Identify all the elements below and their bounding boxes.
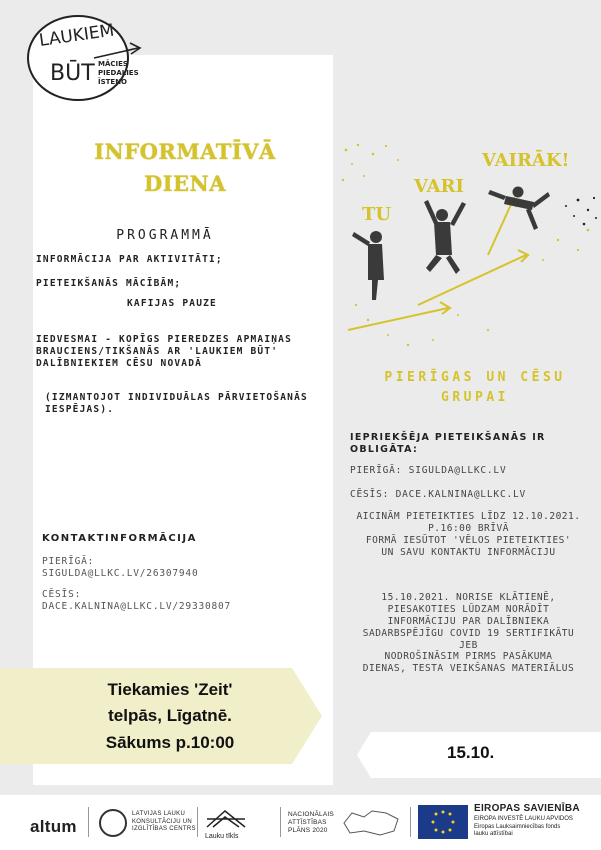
page-title [60, 136, 310, 199]
contact-cesis-value[interactable]: DACE.KALNINA@LLKC.LV/29330807 [42, 601, 232, 613]
llkc-line-1: LATVIJAS LAUKU [132, 811, 186, 817]
invite-line-2: P.16:00 BRĪVĀ [428, 522, 509, 534]
notice-line-6: NODROŠINĀSIM PIRMS PASĀKUMA [384, 651, 553, 663]
nap-line-1: NACIONĀLAIS [288, 811, 334, 818]
contact-pieriga-value[interactable]: SIGULDA@LLKC.LV/26307940 [42, 568, 199, 580]
logo-word-laukiem: LAUKIEM [37, 20, 116, 51]
program-transport-note: (IZMANTOJOT INDIVIDUĀLAS PĀRVIETOŠANĀS IESPĒJAS). [45, 392, 308, 415]
llkc-line-3: IZGLĪTĪBAS CENTRS [132, 826, 196, 832]
lauku-tikls-emblem-icon [205, 807, 247, 831]
program-heading: PROGRAMMĀ [116, 228, 214, 243]
illustration-word-vari: VARI [414, 176, 464, 197]
date-banner [357, 732, 601, 778]
venue-line-1: Tiekamies 'Zeit' [107, 680, 233, 699]
venue-line-2: telpās, Līgatnē. [108, 706, 232, 726]
nap-logo-text [288, 811, 334, 835]
eu-line-2: Eiropas Lauksaimniecības fonds [474, 823, 561, 830]
event-date: 15.10. [447, 743, 495, 762]
logo-word-but: BŪT [50, 61, 95, 86]
notice-line-7: DIENAS, TESTA VEIKŠANAS MATERIĀLUS [362, 663, 575, 675]
nap-line-3: PLĀNS 2020 [288, 827, 328, 835]
eu-title: EIROPAS SAVIENĪBA [474, 803, 580, 814]
target-group [350, 368, 600, 408]
program-item-coffee-break: KAFIJAS PAUZE [127, 298, 217, 309]
invite-line-4: UN SAVU KONTAKTU INFORMĀCIJU [381, 546, 556, 558]
registration-invite [336, 511, 601, 559]
eu-subtitle [474, 816, 573, 839]
contact-cesis [42, 589, 231, 614]
title-line-2: DIENA [143, 170, 227, 196]
registration-pieriga-email[interactable]: PIERĪGĀ: SIGULDA@LLKC.LV [350, 465, 507, 476]
llkc-emblem-icon [99, 809, 127, 837]
altum-logo: altum [30, 817, 77, 836]
contacts-heading: KONTAKTINFORMĀCIJA [42, 533, 197, 544]
registration-cesis-email[interactable]: CĒSĪS: DACE.KALNINA@LLKC.LV [350, 489, 527, 500]
contact-cesis-label: CĒSĪS: [42, 589, 82, 600]
program-item-registration: PIETEIKŠANĀS MĀCĪBĀM; [36, 278, 182, 289]
program-item-info: INFORMĀCIJA PAR AKTIVITĀTI; [36, 254, 223, 265]
llkc-line-2: KONSULTĀCIJU UN [132, 818, 193, 825]
notice-line-3: INFORMĀCIJU PAR DALĪBNIEKA [387, 615, 550, 627]
eu-flag-icon [418, 805, 468, 839]
venue-text [60, 677, 280, 756]
sponsor-footer [0, 795, 601, 850]
invite-line-1: AICINĀM PIETEIKTIES LĪDZ 12.10.2021. [356, 511, 581, 522]
laukiem-but-logo [20, 10, 150, 105]
group-line-1: PIERĪGAS UN CĒSU [384, 370, 566, 385]
notice-line-2: PIESAKOTIES LŪDZAM NORĀDĪT [387, 603, 550, 615]
logo-tag-isteno: ĪSTENO [98, 78, 128, 86]
program-inspiration-trip: IEDVESMAI - KOPĪGS PIEREDZES APMAIŅAS BRAUCIENS/TIKŠANĀS AR 'LAUKIEM BŪT' DALĪBNIEKIEM CĒSU NOVADĀ [36, 334, 293, 369]
eu-line-1: EIROPA INVESTĒ LAUKU APVIDOS [474, 816, 573, 822]
jumping-people-illustration [338, 140, 601, 355]
registration-heading: IEPRIEKŠĒJA PIETEIKŠANĀS IR OBLIGĀTA: [350, 432, 546, 456]
eu-line-3: lauku attīstībai [474, 831, 513, 837]
illustration-word-vairak: VAIRĀK! [482, 150, 570, 171]
lauku-tikls-logo-text: Lauku tīkls [205, 833, 239, 840]
invite-line-3: FORMĀ IESŪTOT 'VĒLOS PIETEIKTIES' [365, 534, 572, 546]
contact-pieriga [42, 556, 198, 581]
logo-tag-piedalies: PIEDALIES [98, 69, 139, 77]
venue-arrow-banner [0, 668, 322, 764]
nap-line-2: ATTĪSTĪBAS [288, 819, 327, 827]
llkc-logo-text [132, 811, 196, 834]
notice-line-4: SADARBSPĒJĪGU COVID 19 SERTIFIKĀTU [362, 627, 575, 639]
contact-pieriga-label: PIERĪGĀ: [42, 556, 95, 567]
logo-tag-macies: MĀCIES [98, 60, 128, 68]
notice-line-1: 15.10.2021. NORISE KLĀTIENĒ, [381, 592, 556, 603]
covid-notice [336, 592, 601, 675]
illustration-word-tu: TU [362, 204, 392, 225]
notice-line-5: JEB [459, 639, 478, 651]
venue-line-3: Sākums p.10:00 [105, 732, 235, 752]
title-line-1: INFORMATĪVĀ [94, 139, 276, 164]
group-line-2: GRUPAI [441, 390, 509, 406]
latvia-map-icon [342, 807, 400, 837]
